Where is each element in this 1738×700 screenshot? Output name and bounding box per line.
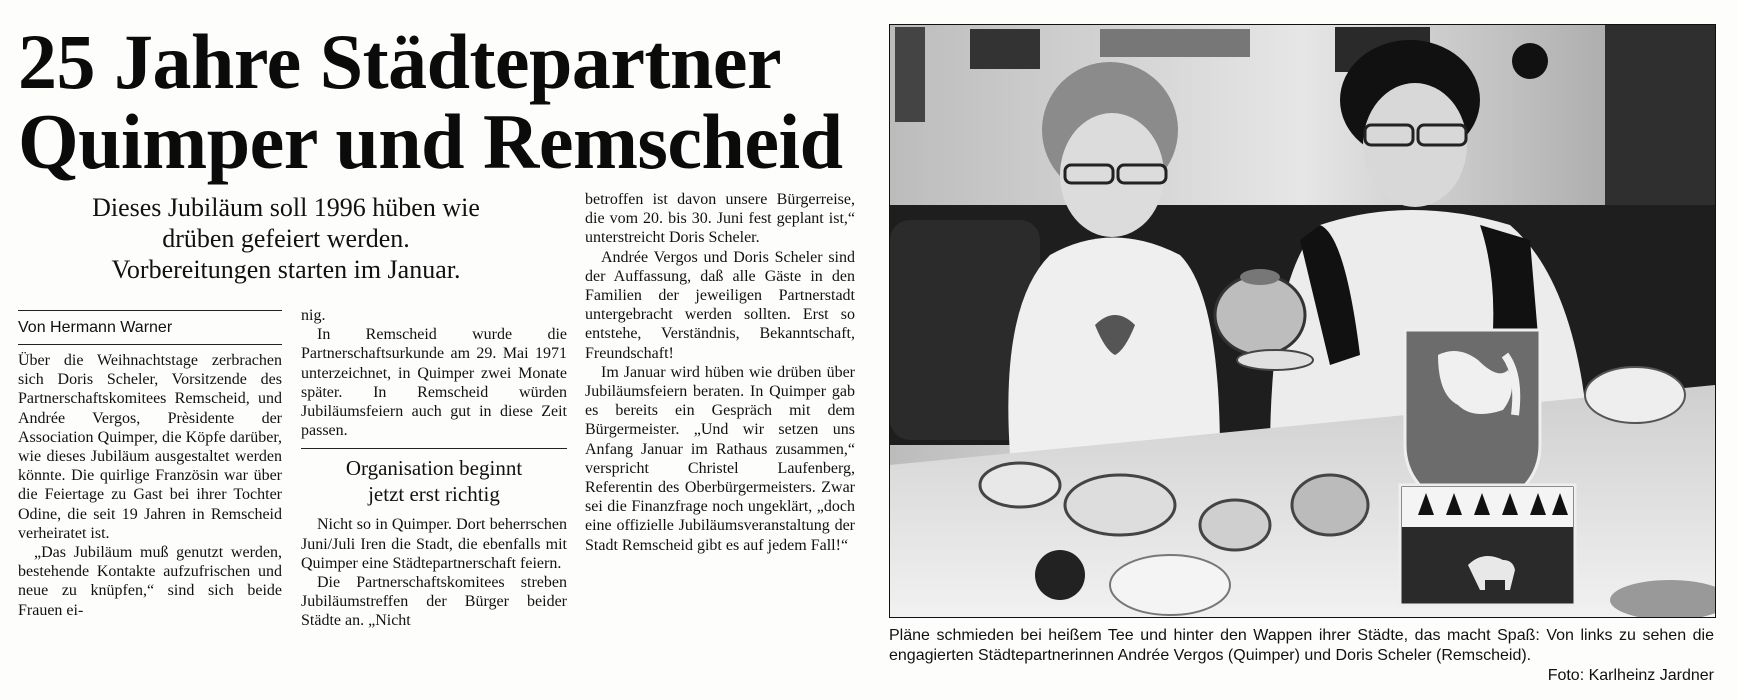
byline: Von Hermann Warner [18,319,173,336]
photo-caption: Pläne schmieden bei heißem Tee und hinter den Wappen ihrer Städte, das macht Spaß: Von links zu sehen die engagierten Städtepartnerinnen Andrée Vergos (Quimper) und Doris Scheler (Remscheid). [889,627,1714,664]
section-subtitle-line-1: Organisation beginnt [345,456,523,481]
subheadline [20,192,552,285]
subtitle-rule [301,448,567,449]
photo-credit: Foto: Karlheinz Jardner [1547,667,1714,684]
byline-rule-bottom [18,344,282,345]
article-column-1 [18,314,282,620]
photo-illustration [890,25,1715,617]
paragraph: nig. [301,307,326,324]
article-photo [889,24,1716,618]
paragraph: Nicht so in Quimper. Dort beherrschen Juni/Juli Iren die Stadt, die ebenfalls mit Quimper eine Städtepartnerschaft feiern. [301,516,567,572]
paragraph: „Das Jubiläum muß genutzt werden, bestehende Kontakte aufzufrischen und neue zu knüpfen,“ sind sich beide Frauen ei- [18,544,282,619]
article-column-3 [585,190,855,555]
byline-rule-top [18,310,282,311]
coat-of-arms-quimper [1400,485,1575,605]
paragraph: Die Partnerschaftskomitees streben Jubiläumstreffen der Bürger beider Städte an. „Nicht [301,574,567,630]
paragraph: betroffen ist davon unsere Bürgerreise, die vom 20. bis 30. Juni fest geplant ist,“ unterstreicht Doris Scheler. [585,191,855,247]
paragraph: In Remscheid wurde die Partnerschaftsurkunde am 29. Mai 1971 unterzeichnet, in Quimper zwei Monate später. In Remscheid würden Jubiläumsfeiern auch gut in diese Zeit passen. [301,326,567,440]
section-subtitle-line-2: jetzt erst richtig [368,482,500,507]
paragraph: Andrée Vergos und Doris Scheler sind der Auffassung, daß alle Gäste in den Familien der jeweiligen Partnerstadt untergebracht werden sollten. Erst so entstehe, Verständnis, Bekanntschaft, Freundschaft! [585,248,855,362]
section-subtitle [301,449,567,515]
paragraph: Über die Weihnachtstage zerbrachen sich Doris Scheler, Vorsitzende des Partnerschaftskomitees Remscheid, und Andrée Vergos, Prèsidente der Association Quimper, die Köpfe darüber, wie dieses Jubiläum ausgestaltet werden könnte. Die quirlige Französin war über die Feiertage zu Gast bei ihrer Tochter Odine, die seit 19 Jahren in Remscheid verheiratet ist. [18,352,282,542]
headline [18,18,858,185]
headline-line-1: 25 Jahre Städtepartner [18,18,782,105]
headline-line-2: Quimper und Remscheid [18,98,843,185]
paragraph: Im Januar wird hüben wie drüben über Jubiläumsfeiern beraten. In Quimper gab es bereits ein Gespräch mit dem Bürgermeister. „Und wir setzen uns Anfang Januar im Rathaus zusammen,“ verspricht Christel Laufenberg, Referentin des Oberbürgermeisters. Zwar sei die Finanzfrage noch ungeklärt, „doch eine offizielle Jubiläumsveranstaltung der Stadt Remscheid gibt es auf jedem Fall!“ [585,363,855,554]
article-column-2 [301,306,567,631]
subheadline-line-2: drüben gefeiert werden. [162,224,410,253]
subheadline-line-1: Dieses Jubiläum soll 1996 hüben wie [92,193,480,222]
subheadline-line-3: Vorbereitungen starten im Januar. [111,255,461,284]
wall-frame [895,27,925,122]
